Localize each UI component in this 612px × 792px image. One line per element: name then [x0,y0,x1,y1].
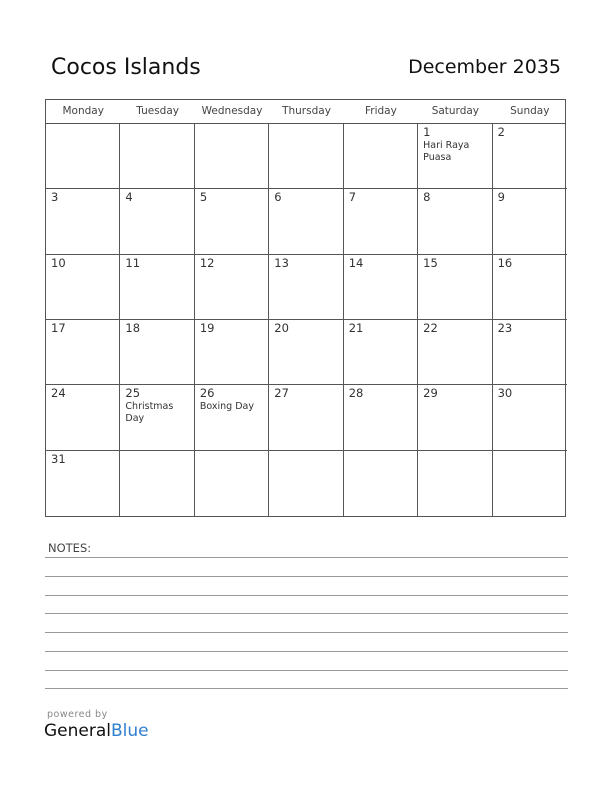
day-cell [344,385,418,450]
day-cell [493,255,567,320]
calendar-location-title: Cocos Islands [51,55,201,80]
day-cell [344,255,418,320]
day-cell [120,451,194,516]
day-cell [195,451,269,516]
day-cell [344,320,418,385]
weekday-friday: Friday [365,105,397,117]
day-cell [269,124,343,189]
day-number: 2 [497,125,505,139]
day-cell [120,255,194,320]
day-cell [120,320,194,385]
day-number: 9 [497,190,505,205]
notes-line [45,632,568,633]
day-number: 17 [51,321,66,335]
day-cell [418,320,492,385]
day-cell [493,385,567,450]
day-number: 23 [497,321,513,335]
day-number: 16 [497,255,513,270]
day-number: 15 [423,255,438,270]
day-number: 30 [497,386,513,401]
day-cell [46,320,120,385]
day-cell [120,385,194,450]
brand-logo [44,721,149,741]
day-cell [120,124,194,189]
day-cell [46,451,120,516]
notes-line [45,557,568,558]
day-cell [46,255,120,320]
day-number: 27 [274,386,289,401]
day-number: 4 [125,190,133,205]
day-cell [269,385,343,450]
day-number: 8 [423,190,431,205]
notes-line [45,688,568,689]
day-number: 31 [51,451,66,466]
day-cell [195,255,269,320]
weekday-monday: Monday [62,105,104,117]
day-number: 29 [423,386,438,401]
day-event: Christmas Day [125,401,174,425]
day-cell [195,385,269,450]
notes-line [45,651,568,652]
day-number: 25 [125,386,141,401]
day-number: 13 [274,255,289,270]
day-event: Boxing Day [199,401,254,413]
day-cell [493,189,567,254]
weekday-wednesday: Wednesday [201,105,263,117]
day-cell [493,124,567,189]
day-number: 5 [199,190,208,205]
weekday-sunday: Sunday [510,105,550,117]
day-number: 10 [51,255,66,270]
calendar-month-title: December 2035 [408,56,561,78]
brand-blue: Blue [111,721,149,741]
day-cell [120,189,194,254]
day-number: 20 [274,321,289,335]
day-number: 1 [423,125,431,139]
powered-by-text: powered by [47,709,108,720]
weekday-tuesday: Tuesday [136,105,179,117]
day-cell [269,451,343,516]
day-number: 22 [423,321,438,335]
day-number: 7 [348,190,357,205]
day-cell [418,124,492,189]
notes-line [45,613,568,614]
day-cell [269,189,343,254]
calendar-days [46,124,565,516]
day-number: 12 [199,255,215,270]
day-cell [344,451,418,516]
day-number: 21 [348,321,364,335]
day-cell [418,255,492,320]
notes-label: NOTES: [48,541,92,555]
day-number: 26 [199,386,215,401]
day-cell [493,320,567,385]
day-event: Hari Raya Puasa [423,140,470,163]
calendar-grid [45,99,566,517]
day-number: 24 [51,386,66,401]
day-cell [269,255,343,320]
day-number: 6 [274,190,282,205]
day-cell [269,320,343,385]
day-cell [418,451,492,516]
day-cell [46,189,120,254]
day-cell [418,385,492,450]
day-cell [493,451,567,516]
notes-line [45,576,568,577]
day-number: 19 [199,321,215,335]
weekday-thursday: Thursday [282,105,331,117]
day-cell [46,124,120,189]
day-cell [344,189,418,254]
day-cell [195,320,269,385]
day-cell [418,189,492,254]
day-cell [46,385,120,450]
notes-line [45,595,568,596]
day-number: 28 [348,386,364,401]
notes-line [45,670,568,671]
day-cell [344,124,418,189]
day-number: 14 [348,255,364,270]
weekday-header-row [46,100,565,124]
weekday-saturday: Saturday [431,105,480,117]
brand-general: General [44,721,111,741]
day-cell [195,124,269,189]
day-number: 3 [51,190,59,205]
day-number: 11 [125,255,141,270]
day-number: 18 [125,321,141,335]
day-cell [195,189,269,254]
